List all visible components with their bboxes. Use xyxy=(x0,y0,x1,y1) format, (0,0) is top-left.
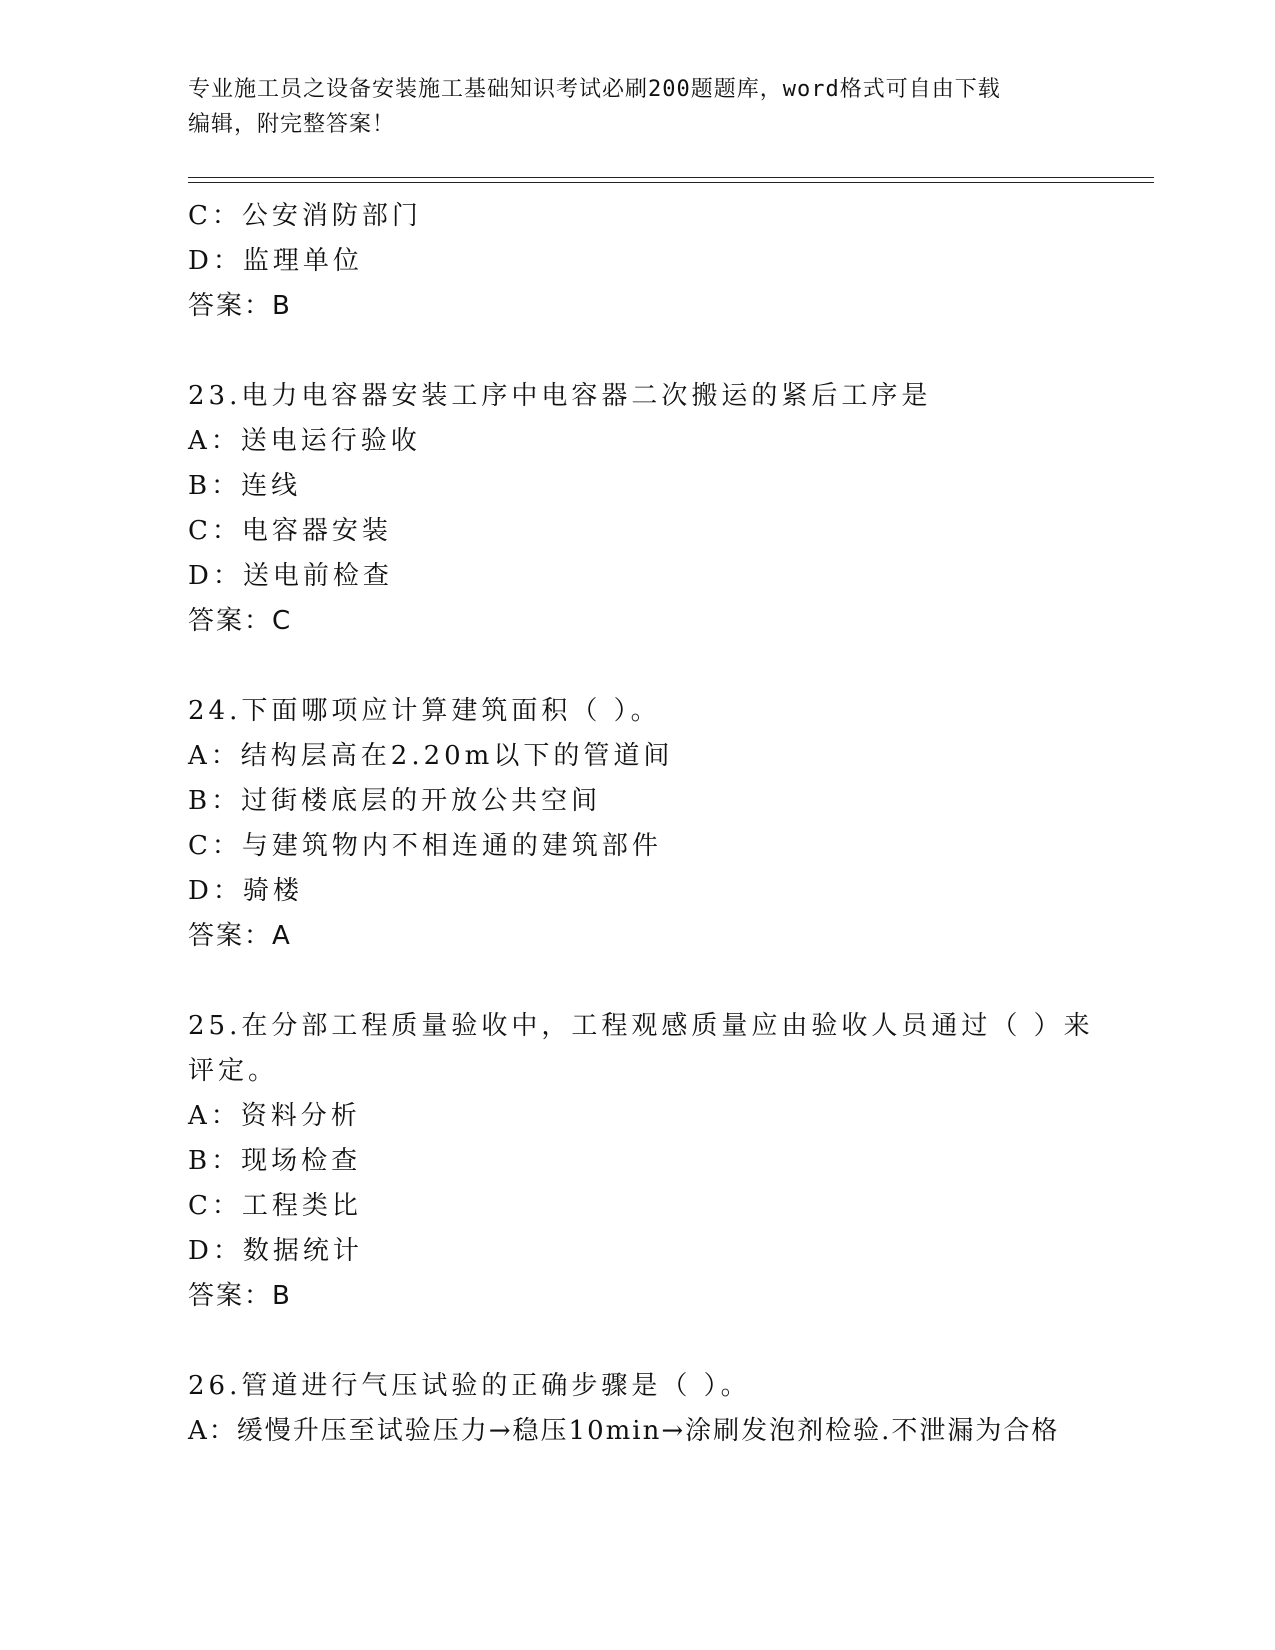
q23-option-b: B：连线 xyxy=(188,471,302,501)
q22-answer: 答案：B xyxy=(188,291,292,321)
q24-stem: 24.下面哪项应计算建筑面积（ ）。 xyxy=(188,696,661,726)
q23-option-d: D：送电前检查 xyxy=(188,561,393,591)
q22-option-c: C：公安消防部门 xyxy=(188,201,422,231)
q25-answer: 答案：B xyxy=(188,1281,292,1311)
header-rule-top xyxy=(188,177,1154,178)
q25-stem-line-1: 25.在分部工程质量验收中，工程观感质量应由验收人员通过（ ）来 xyxy=(188,1011,1094,1041)
header-line-2: 编辑，附完整答案！ xyxy=(188,112,396,137)
q24-option-c: C：与建筑物内不相连通的建筑部件 xyxy=(188,831,662,861)
q24-option-d: D：骑楼 xyxy=(188,876,303,906)
q26-stem: 26.管道进行气压试验的正确步骤是（ ）。 xyxy=(188,1371,751,1401)
q25-option-c: C：工程类比 xyxy=(188,1191,362,1221)
q25-stem-line-2: 评定。 xyxy=(188,1056,279,1086)
q23-option-c: C：电容器安装 xyxy=(188,516,392,546)
q22-option-d: D：监理单位 xyxy=(188,246,363,276)
q23-stem: 23.电力电容器安装工序中电容器二次搬运的紧后工序是 xyxy=(188,381,932,411)
q25-option-d: D：数据统计 xyxy=(188,1236,363,1266)
header-rule-bottom xyxy=(188,182,1154,183)
q25-option-a: A：资料分析 xyxy=(188,1101,361,1131)
q26-option-a: A：缓慢升压至试验压力→稳压10min→涂刷发泡剂检验.不泄漏为合格 xyxy=(188,1416,1060,1446)
header-line-1: 专业施工员之设备安装施工基础知识考试必刷200题题库，word格式可自由下载 xyxy=(188,77,1001,102)
q23-answer: 答案：C xyxy=(188,606,293,636)
q23-option-a: A：送电运行验收 xyxy=(188,426,421,456)
document-header xyxy=(188,72,1088,142)
q25-option-b: B：现场检查 xyxy=(188,1146,362,1176)
q24-option-b: B：过街楼底层的开放公共空间 xyxy=(188,786,602,816)
q24-option-a: A：结构层高在2.20m以下的管道间 xyxy=(188,741,674,771)
q24-answer: 答案：A xyxy=(188,921,292,951)
